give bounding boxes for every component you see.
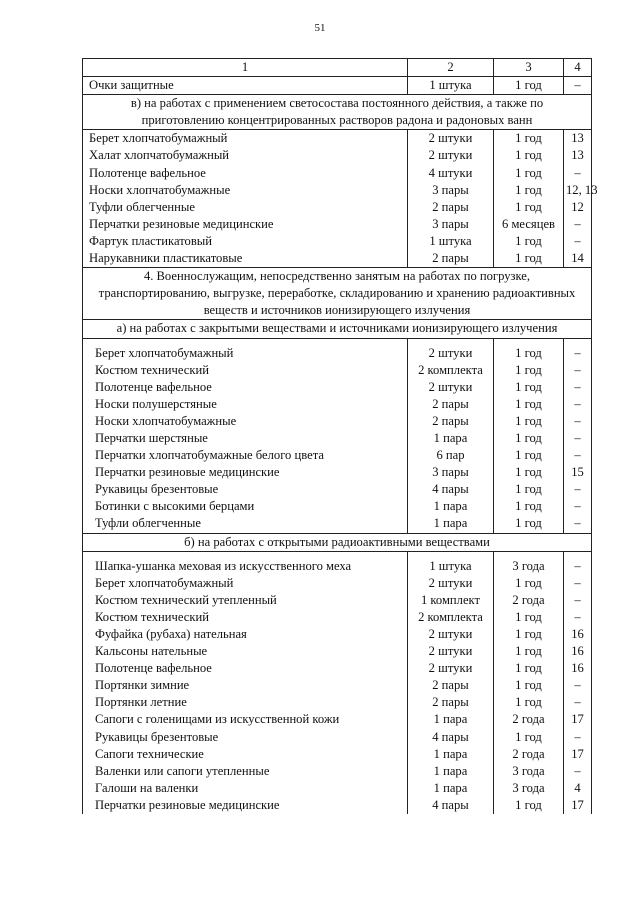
item-note: 16	[564, 660, 592, 677]
section-heading-a	[83, 320, 592, 338]
item-name: Носки полушерстяные	[83, 396, 408, 413]
item-quantity: 2 штуки	[408, 130, 494, 148]
item-term: 2 года	[494, 711, 564, 728]
item-quantity: 1 штука	[408, 233, 494, 250]
item-term: 6 месяцев	[494, 216, 564, 233]
item-quantity: 1 пара	[408, 711, 494, 728]
table-row	[83, 199, 592, 216]
item-note: –	[564, 165, 592, 182]
header-col-4: 4	[564, 59, 592, 77]
item-quantity: 3 пары	[408, 464, 494, 481]
table-row	[83, 165, 592, 182]
item-note: 13	[564, 130, 592, 148]
table-row	[83, 575, 592, 592]
section-heading-b	[83, 533, 592, 551]
item-note: 12, 13	[564, 182, 592, 199]
item-quantity: 1 пара	[408, 430, 494, 447]
item-term: 1 год	[494, 147, 564, 164]
item-quantity: 1 пара	[408, 763, 494, 780]
table-row	[83, 182, 592, 199]
table-row	[83, 780, 592, 797]
item-name: Носки хлопчатобумажные	[83, 182, 408, 199]
item-quantity: 2 штуки	[408, 643, 494, 660]
table-row	[83, 233, 592, 250]
item-term: 1 год	[494, 379, 564, 396]
item-name: Перчатки шерстяные	[83, 430, 408, 447]
item-name: Перчатки хлопчатобумажные белого цвета	[83, 447, 408, 464]
item-note: –	[564, 515, 592, 533]
item-quantity: 2 пары	[408, 413, 494, 430]
item-note: –	[564, 481, 592, 498]
item-note: –	[564, 558, 592, 575]
item-name: Перчатки резиновые медицинские	[83, 797, 408, 814]
item-quantity: 2 пары	[408, 199, 494, 216]
item-name: Ботинки с высокими берцами	[83, 498, 408, 515]
item-quantity: 6 пар	[408, 447, 494, 464]
item-name: Костюм технический	[83, 362, 408, 379]
item-name: Шапка-ушанка меховая из искусственного меха	[83, 558, 408, 575]
table-row	[83, 498, 592, 515]
item-term: 1 год	[494, 250, 564, 268]
item-note: –	[564, 447, 592, 464]
item-quantity: 2 пары	[408, 250, 494, 268]
item-note: 12	[564, 199, 592, 216]
item-quantity: 2 штуки	[408, 147, 494, 164]
table-row	[83, 797, 592, 814]
table-row	[83, 379, 592, 396]
item-note: –	[564, 677, 592, 694]
item-quantity: 1 пара	[408, 746, 494, 763]
item-note: 15	[564, 464, 592, 481]
table-row	[83, 396, 592, 413]
table-row	[83, 729, 592, 746]
item-name: Сапоги технические	[83, 746, 408, 763]
item-name: Полотенце вафельное	[83, 660, 408, 677]
item-name: Костюм технический утепленный	[83, 592, 408, 609]
item-note: –	[564, 345, 592, 362]
item-quantity: 1 комплект	[408, 592, 494, 609]
item-note: –	[564, 592, 592, 609]
item-name: Носки хлопчатобумажные	[83, 413, 408, 430]
item-quantity: 2 комплекта	[408, 362, 494, 379]
item-note: –	[564, 694, 592, 711]
item-note: –	[564, 609, 592, 626]
item-name: Портянки летние	[83, 694, 408, 711]
table-row	[83, 130, 592, 148]
item-term: 2 года	[494, 592, 564, 609]
item-term: 2 года	[494, 746, 564, 763]
item-term: 1 год	[494, 345, 564, 362]
table-row	[83, 430, 592, 447]
section-heading-a-text: а) на работах с закрытыми веществами и источниками ионизирующего излучения	[83, 320, 592, 338]
table-row	[83, 694, 592, 711]
item-name: Берет хлопчатобумажный	[83, 345, 408, 362]
item-name: Туфли облегченные	[83, 199, 408, 216]
item-quantity: 2 пары	[408, 677, 494, 694]
item-name: Перчатки резиновые медицинские	[83, 464, 408, 481]
item-name: Перчатки резиновые медицинские	[83, 216, 408, 233]
table-row	[83, 362, 592, 379]
section-heading-v-text: в) на работах с применением светосостава постоянного действия, а также по приготовлению концентрированных растворов радона и радоновых ванн	[83, 95, 592, 130]
item-note: 17	[564, 711, 592, 728]
item-note: –	[564, 396, 592, 413]
item-term: 1 год	[494, 643, 564, 660]
item-quantity: 3 пары	[408, 182, 494, 199]
item-note: 14	[564, 250, 592, 268]
item-term: 1 год	[494, 626, 564, 643]
item-note: 13	[564, 147, 592, 164]
header-col-1: 1	[83, 59, 408, 77]
item-term: 1 год	[494, 515, 564, 533]
table-row	[83, 711, 592, 728]
item-note: –	[564, 379, 592, 396]
item-term: 1 год	[494, 413, 564, 430]
item-name: Кальсоны нательные	[83, 643, 408, 660]
table-row	[83, 464, 592, 481]
item-quantity: 4 пары	[408, 729, 494, 746]
item-quantity: 3 пары	[408, 216, 494, 233]
item-note: –	[564, 362, 592, 379]
item-note: –	[564, 77, 592, 95]
item-note: –	[564, 233, 592, 250]
item-term: 1 год	[494, 233, 564, 250]
item-term: 1 год	[494, 182, 564, 199]
item-quantity: 2 комплекта	[408, 609, 494, 626]
item-name: Туфли облегченные	[83, 515, 408, 533]
table-row	[83, 447, 592, 464]
item-quantity: 2 штуки	[408, 660, 494, 677]
table-row	[83, 763, 592, 780]
item-term: 1 год	[494, 77, 564, 95]
item-quantity: 1 штука	[408, 77, 494, 95]
item-note: –	[564, 430, 592, 447]
item-quantity: 2 пары	[408, 396, 494, 413]
table-row	[83, 626, 592, 643]
table-row	[83, 77, 592, 95]
item-name: Полотенце вафельное	[83, 165, 408, 182]
item-quantity: 2 пары	[408, 694, 494, 711]
item-term: 1 год	[494, 729, 564, 746]
item-note: 4	[564, 780, 592, 797]
item-quantity: 1 пара	[408, 515, 494, 533]
table-row	[83, 677, 592, 694]
item-term: 1 год	[494, 430, 564, 447]
item-quantity: 1 пара	[408, 498, 494, 515]
table-row	[83, 643, 592, 660]
header-col-2: 2	[408, 59, 494, 77]
item-term: 1 год	[494, 609, 564, 626]
item-quantity: 2 штуки	[408, 345, 494, 362]
item-term: 1 год	[494, 362, 564, 379]
table-row	[83, 216, 592, 233]
item-term: 1 год	[494, 694, 564, 711]
item-term: 3 года	[494, 558, 564, 575]
item-term: 1 год	[494, 575, 564, 592]
table-row	[83, 609, 592, 626]
item-term: 1 год	[494, 165, 564, 182]
header-col-3: 3	[494, 59, 564, 77]
item-note: –	[564, 763, 592, 780]
table-row	[83, 746, 592, 763]
item-note: –	[564, 575, 592, 592]
item-term: 1 год	[494, 660, 564, 677]
item-quantity: 2 штуки	[408, 626, 494, 643]
item-name: Валенки или сапоги утепленные	[83, 763, 408, 780]
item-quantity: 2 штуки	[408, 379, 494, 396]
section-heading-4	[83, 268, 592, 320]
page-number: 51	[314, 22, 326, 34]
item-term: 3 года	[494, 780, 564, 797]
section-heading-b-text: б) на работах с открытыми радиоактивными веществами	[83, 533, 592, 551]
item-name: Нарукавники пластикатовые	[83, 250, 408, 268]
item-note: –	[564, 413, 592, 430]
item-note: –	[564, 216, 592, 233]
item-name: Сапоги с голенищами из искусственной кожи	[83, 711, 408, 728]
item-note: 16	[564, 643, 592, 660]
item-name: Берет хлопчатобумажный	[83, 130, 408, 148]
item-quantity: 1 штука	[408, 558, 494, 575]
item-name: Галоши на валенки	[83, 780, 408, 797]
table-row	[83, 660, 592, 677]
item-name: Рукавицы брезентовые	[83, 481, 408, 498]
item-term: 1 год	[494, 199, 564, 216]
section-heading-v	[83, 95, 592, 130]
item-note: 16	[564, 626, 592, 643]
item-name: Полотенце вафельное	[83, 379, 408, 396]
item-quantity: 1 пара	[408, 780, 494, 797]
item-name: Портянки зимние	[83, 677, 408, 694]
item-name: Костюм технический	[83, 609, 408, 626]
table-row	[83, 481, 592, 498]
item-note: –	[564, 498, 592, 515]
item-name: Фуфайка (рубаха) нательная	[83, 626, 408, 643]
item-note: 17	[564, 797, 592, 814]
item-quantity: 4 пары	[408, 481, 494, 498]
item-quantity: 4 штуки	[408, 165, 494, 182]
table-row	[83, 592, 592, 609]
item-note: 17	[564, 746, 592, 763]
item-term: 1 год	[494, 481, 564, 498]
item-term: 1 год	[494, 498, 564, 515]
table-header-row	[83, 59, 592, 77]
item-term: 1 год	[494, 464, 564, 481]
item-name: Очки защитные	[83, 77, 408, 95]
item-note: –	[564, 729, 592, 746]
item-term: 1 год	[494, 447, 564, 464]
item-name: Рукавицы брезентовые	[83, 729, 408, 746]
item-term: 1 год	[494, 130, 564, 148]
item-term: 3 года	[494, 763, 564, 780]
table-row	[83, 147, 592, 164]
item-name: Берет хлопчатобумажный	[83, 575, 408, 592]
table-row	[83, 558, 592, 575]
item-term: 1 год	[494, 677, 564, 694]
table-row	[83, 413, 592, 430]
table-row	[83, 515, 592, 533]
item-term: 1 год	[494, 797, 564, 814]
section-heading-4-text: 4. Военнослужащим, непосредственно занятым на работах по погрузке, транспортированию, выгрузке, переработке, складированию и хранению радиоактивных веществ и источников ионизирующего излучения	[83, 268, 592, 320]
table-row	[83, 250, 592, 268]
table-row	[83, 345, 592, 362]
item-name: Халат хлопчатобумажный	[83, 147, 408, 164]
clothing-norms-table	[82, 58, 598, 814]
item-quantity: 2 штуки	[408, 575, 494, 592]
item-name: Фартук пластикатовый	[83, 233, 408, 250]
item-quantity: 4 пары	[408, 797, 494, 814]
item-term: 1 год	[494, 396, 564, 413]
